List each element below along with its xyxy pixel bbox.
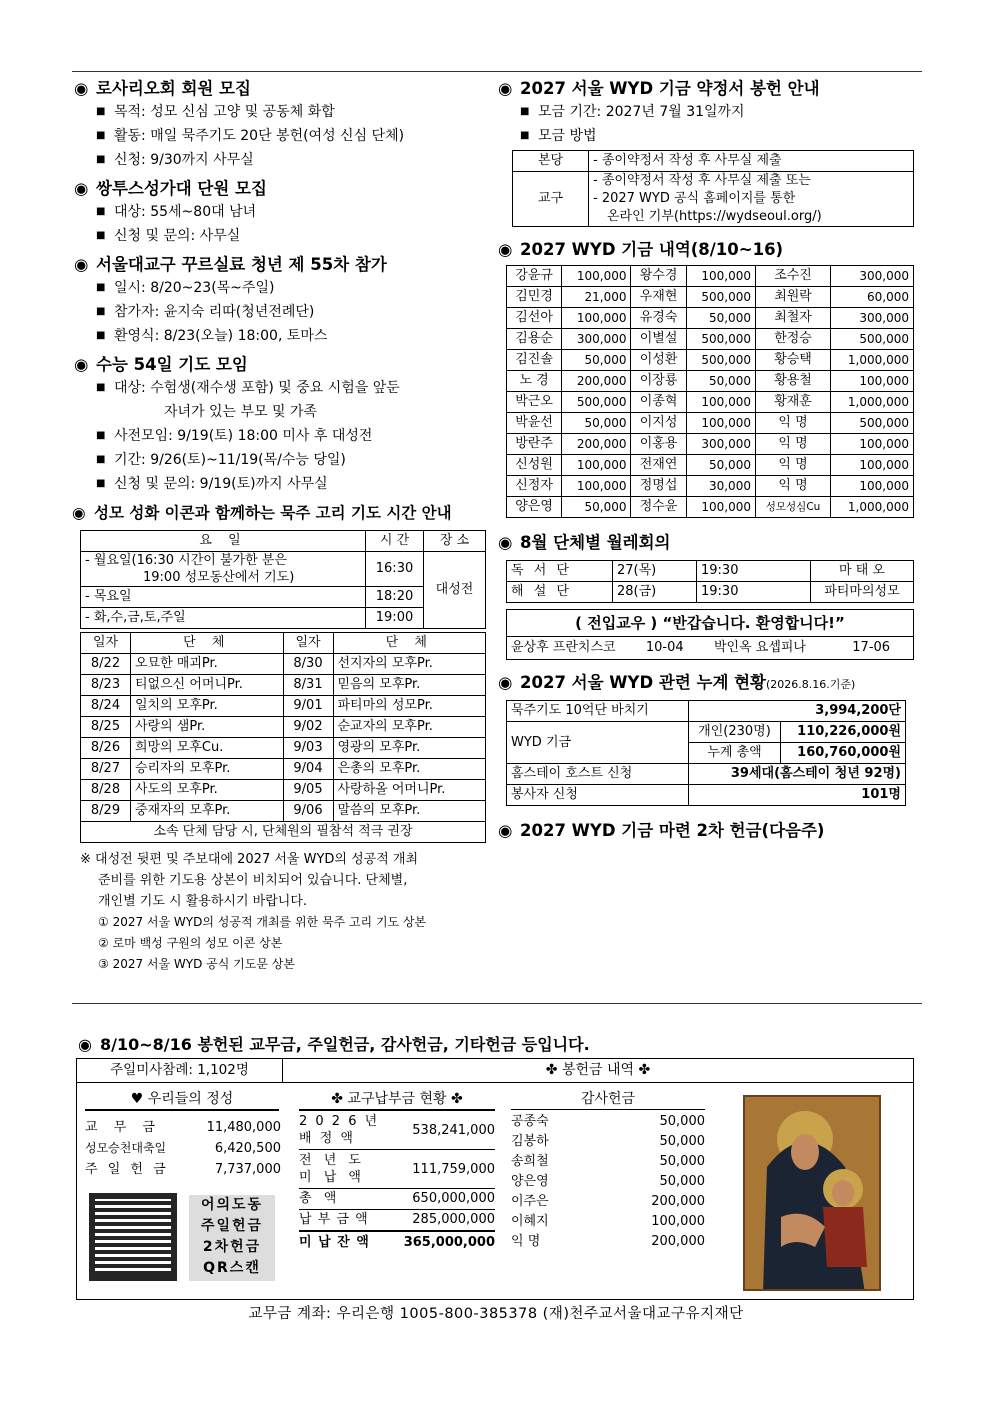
section-title: [74, 178, 494, 200]
table-cell: 9/03: [283, 738, 333, 759]
table-cell: 19:00 성모동산에서 기도): [143, 570, 295, 585]
table-cell: 티없으신 어머니Pr.: [131, 675, 284, 696]
table-cell: 21,000: [562, 287, 631, 308]
pledge-title: 2027 서울 WYD 기금 약정서 봉헌 안내: [520, 79, 820, 98]
exam-list: [96, 376, 494, 496]
table-cell: 8/27: [81, 759, 131, 780]
table-cell: 100,000: [562, 266, 631, 287]
table-cell: 이성환: [631, 350, 686, 371]
table-row: [507, 308, 914, 329]
donor-name: 김봉하: [511, 1134, 549, 1149]
table-cell: 익 명: [755, 434, 830, 455]
table-cell: 200,000: [562, 434, 631, 455]
donor-amount: 50,000: [659, 1134, 705, 1149]
table-cell: 8/28: [81, 780, 131, 801]
status-table: [506, 700, 906, 806]
table-row: [81, 696, 486, 717]
newcomer-district: 17-06: [852, 640, 891, 655]
dues-value: 538,241,000: [412, 1122, 495, 1138]
bullet-icon: ◉: [498, 673, 513, 692]
table-cell: 익 명: [755, 476, 830, 497]
table-cell: 조수진: [755, 266, 830, 287]
dues-value: 111,759,000: [412, 1161, 495, 1177]
list-item: ■ 참가자: 윤지숙 리따(청년전례단): [96, 300, 494, 324]
table-cell: 정수윤: [631, 497, 686, 518]
table-cell: 30,000: [686, 476, 755, 497]
table-cell: 160,760,000원: [781, 743, 906, 764]
table-cell: 200,000: [562, 371, 631, 392]
status-date: (2026.8.16.기준): [766, 678, 856, 691]
table-cell: 100,000: [686, 497, 755, 518]
table-cell: 1,000,000: [831, 497, 914, 518]
table-cell: 500,000: [686, 329, 755, 350]
welcome-title: ( 전입교우 ) “반갑습니다. 환영합니다!”: [507, 610, 914, 637]
cursillo-list: [96, 276, 494, 348]
table-row: [507, 476, 914, 497]
dues-value: 650,000,000: [412, 1191, 495, 1206]
table-header: 장 소: [424, 531, 486, 552]
diocese-title: ✤ 교구납부금 현황 ✤: [299, 1089, 495, 1111]
table-cell: - 목요일: [81, 587, 366, 608]
table-cell: 희망의 모후Cu.: [131, 738, 284, 759]
list-item: [511, 1152, 705, 1172]
table-row: [507, 266, 914, 287]
offering-title: [78, 1034, 590, 1056]
table-cell: 50,000: [562, 350, 631, 371]
notice-line: 개인별 기도 시 활용하시기 바랍니다.: [98, 894, 308, 909]
table-cell: - 2027 WYD 공식 홈페이지를 통한: [593, 191, 796, 206]
table-row: [507, 350, 914, 371]
table-cell: 방란주: [507, 434, 562, 455]
table-cell: 익 명: [755, 455, 830, 476]
section-title: [74, 78, 494, 100]
offering-value: 6,420,500: [214, 1141, 281, 1156]
newcomer-name: 박인옥 요셉피나: [713, 640, 806, 655]
table-cell: 50,000: [686, 455, 755, 476]
donor-name: 양은영: [511, 1174, 549, 1189]
table-row: [507, 287, 914, 308]
table-cell: 19:30: [697, 582, 811, 603]
table-cell: 마 태 오: [811, 561, 914, 582]
list-item: [511, 1192, 705, 1212]
our-devotion: [85, 1089, 291, 1276]
list-item: ■ 대상: 수험생(재수생 포함) 및 중요 시험을 앞둔: [96, 376, 494, 400]
table-cell: 누계 총액: [689, 743, 781, 764]
table-cell: 500,000: [686, 350, 755, 371]
thanksgiving: [511, 1089, 705, 1252]
table-cell: 1,000,000: [831, 350, 914, 371]
dues-label: 총 액: [299, 1191, 341, 1206]
notice-line: ① 2027 서울 WYD의 성공적 개최를 위한 묵주 고리 기도 상본: [98, 915, 427, 929]
table-cell: 18:20: [366, 587, 424, 608]
qr-caption-line: 주일헌금: [200, 1218, 264, 1234]
table-row: [507, 434, 914, 455]
table-cell: 황재훈: [755, 392, 830, 413]
table-cell: 최원락: [755, 287, 830, 308]
table-row: [81, 675, 486, 696]
table-cell: 500,000: [831, 329, 914, 350]
donor-amount: 100,000: [651, 1214, 705, 1229]
table-cell: 정명섭: [631, 476, 686, 497]
fund-title: 2027 WYD 기금 내역(8/10~16): [520, 240, 784, 259]
list-item: [511, 1132, 705, 1152]
table-cell: 100,000: [831, 455, 914, 476]
middle-rule: [72, 1003, 922, 1004]
table-header: 시 간: [366, 531, 424, 552]
dues-value: 365,000,000: [403, 1235, 495, 1250]
table-cell: 파티마의성모: [811, 582, 914, 603]
offering-label: 성모승천대축일: [85, 1141, 167, 1155]
table-cell: 1,000,000: [831, 392, 914, 413]
table-cell: 이지성: [631, 413, 686, 434]
table-cell: 500,000: [562, 392, 631, 413]
table-header: 단 체: [131, 633, 284, 654]
table-cell: 최철자: [755, 308, 830, 329]
offering-label: 교 무 금: [85, 1120, 161, 1135]
table-cell: 중재자의 모후Pr.: [131, 801, 284, 822]
table-cell: 110,226,000원: [781, 722, 906, 743]
right-column: [498, 78, 918, 842]
table-cell: 27(목): [613, 561, 697, 582]
bullet-icon: ◉: [74, 79, 89, 98]
madonna-icon-image: [743, 1095, 881, 1291]
table-cell: 500,000: [831, 413, 914, 434]
table-header: 일자: [283, 633, 333, 654]
qr-caption-line: 어의도동: [200, 1197, 264, 1213]
list-item: [511, 1232, 705, 1252]
table-cell: 한정승: [755, 329, 830, 350]
bullet-icon: ◉: [498, 533, 513, 552]
section-title: [498, 532, 918, 554]
table-cell: 50,000: [686, 371, 755, 392]
table-cell: 8/30: [283, 654, 333, 675]
choir-title: 쌍투스성가대 단원 모집: [96, 179, 267, 198]
table-cell: 8/22: [81, 654, 131, 675]
qr-caption-line: QR스캔: [203, 1260, 261, 1276]
table-cell: 100,000: [686, 266, 755, 287]
table-cell: 익 명: [755, 413, 830, 434]
table-cell: 믿음의 모후Pr.: [333, 675, 486, 696]
table-row: [507, 329, 914, 350]
table-cell: 100,000: [562, 455, 631, 476]
donor-amount: 50,000: [659, 1174, 705, 1189]
table-cell: 사랑하올 어머니Pr.: [333, 780, 486, 801]
table-cell: 온라인 기부(https://wydseoul.org/): [607, 209, 822, 224]
table-cell: 28(금): [613, 582, 697, 603]
table-cell: 일치의 모후Pr.: [131, 696, 284, 717]
section-title: [498, 239, 918, 261]
table-cell: 황용철: [755, 371, 830, 392]
dues-label: 2 0 2 6 년: [299, 1114, 380, 1129]
bullet-icon: ◉: [72, 504, 86, 522]
donor-name: 이주은: [511, 1194, 549, 1209]
diocese-dues: [299, 1089, 495, 1254]
rosary-list: [96, 100, 494, 172]
account-info: 교무금 계좌: 우리은행 1005-800-385378 (재)천주교서울대교구유지재단: [248, 1306, 744, 1322]
list-item: ■ 대상: 55세~80대 남녀: [96, 200, 494, 224]
bullet-icon: ◉: [74, 255, 89, 274]
section-title: [498, 78, 918, 100]
table-header: 요 일: [81, 531, 366, 552]
table-row: [507, 392, 914, 413]
list-item: [511, 1212, 705, 1232]
pledge-list: [520, 100, 918, 148]
table-cell: 대성전: [424, 552, 486, 629]
meeting-title: 8월 단체별 월레회의: [520, 533, 671, 552]
donor-amount: 200,000: [651, 1234, 705, 1249]
group-schedule-table: [80, 632, 486, 843]
list-item: ■ 사전모임: 9/19(토) 18:00 미사 후 대성전: [96, 424, 494, 448]
table-cell: 101명: [689, 785, 906, 806]
table-cell: 김민경: [507, 287, 562, 308]
table-cell: 이종혁: [631, 392, 686, 413]
table-cell: 500,000: [686, 287, 755, 308]
table-header: 일자: [81, 633, 131, 654]
table-cell: 교구: [513, 172, 589, 227]
table-cell: 황승택: [755, 350, 830, 371]
dues-label: 납 부 금 액: [299, 1212, 369, 1227]
list-item: ■ 모금 방법: [520, 124, 918, 148]
table-cell: 60,000: [831, 287, 914, 308]
left-column: [74, 78, 494, 975]
table-cell: 100,000: [831, 476, 914, 497]
table-footer: 소속 단체 담당 시, 단체원의 필참석 적극 권장: [81, 822, 486, 843]
table-cell: 300,000: [831, 308, 914, 329]
table-cell: 9/02: [283, 717, 333, 738]
table-cell: 홈스테이 호스트 신청: [507, 764, 689, 785]
list-item: ■ 신청: 9/30까지 사무실: [96, 148, 494, 172]
table-cell: WYD 기금: [507, 722, 689, 764]
dues-label: 미 납 잔 액: [299, 1235, 370, 1250]
table-cell: 8/24: [81, 696, 131, 717]
table-cell: 3,994,200단: [689, 701, 906, 722]
table-cell: 유경숙: [631, 308, 686, 329]
table-cell: 8/29: [81, 801, 131, 822]
table-row: [81, 717, 486, 738]
list-item: [511, 1172, 705, 1192]
table-cell: 박윤선: [507, 413, 562, 434]
table-cell: 39세대(홈스테이 청년 92명): [689, 764, 906, 785]
table-row: [507, 413, 914, 434]
list-item: [511, 1112, 705, 1132]
table-cell: 영광의 모후Pr.: [333, 738, 486, 759]
table-cell: 선지자의 모후Pr.: [333, 654, 486, 675]
offering-value: 7,737,000: [214, 1162, 281, 1177]
list-item: ■ 일시: 8/20~23(목~주일): [96, 276, 494, 300]
table-cell: 순교자의 모후Pr.: [333, 717, 486, 738]
newcomer-name: 윤상후 프란치스코: [511, 640, 616, 655]
table-cell: 300,000: [562, 329, 631, 350]
notice-line: ※ 대성전 뒷편 및 주보대에 2027 서울 WYD의 성공적 개최: [80, 852, 419, 867]
table-cell: 9/06: [283, 801, 333, 822]
prayer-time-table: [80, 530, 486, 629]
donor-name: 공종숙: [511, 1114, 549, 1129]
table-row: [507, 455, 914, 476]
welcome-table: [506, 609, 914, 660]
table-cell: 19:00: [366, 608, 424, 629]
table-cell: 박근오: [507, 392, 562, 413]
table-cell: 50,000: [562, 497, 631, 518]
table-row: [81, 759, 486, 780]
rosary-title: 로사리오회 회원 모집: [96, 79, 251, 98]
bullet-icon: ◉: [498, 821, 513, 840]
cursillo-title: 서울대교구 꾸르실료 청년 제 55차 참가: [96, 255, 387, 274]
section-title: [72, 502, 494, 524]
table-cell: 이별설: [631, 329, 686, 350]
list-item: ■ 신청 및 문의: 사무실: [96, 224, 494, 248]
table-cell: 봉사자 신청: [507, 785, 689, 806]
table-cell: 8/31: [283, 675, 333, 696]
section-title: [74, 254, 494, 276]
list-item: ■ 목적: 성모 신심 고양 및 공동체 화합: [96, 100, 494, 124]
list-item: ■ 신청 및 문의: 9/19(토)까지 사무실: [96, 472, 494, 496]
qr-code[interactable]: [89, 1193, 177, 1281]
table-cell: 왕수경: [631, 266, 686, 287]
dues-label: 전 년 도: [299, 1153, 365, 1168]
offering-label: 주 일 헌 금: [85, 1162, 169, 1177]
table-cell: 16:30: [366, 552, 424, 587]
table-row: [81, 801, 486, 822]
table-cell: 전재연: [631, 455, 686, 476]
table-cell: 100,000: [831, 371, 914, 392]
pledge-table: [512, 150, 914, 227]
donor-amount: 200,000: [651, 1194, 705, 1209]
table-cell: 사도의 모후Pr.: [131, 780, 284, 801]
bullet-icon: ◉: [74, 355, 89, 374]
bullet-icon: ◉: [498, 240, 513, 259]
dues-value: 285,000,000: [412, 1212, 495, 1227]
table-cell: 노 경: [507, 371, 562, 392]
offering-value: 11,480,000: [206, 1120, 281, 1135]
table-cell: 개인(230명): [689, 722, 781, 743]
table-cell: 말씀의 모후Pr.: [333, 801, 486, 822]
dues-label: 미 납 액: [299, 1170, 365, 1185]
table-cell: 9/05: [283, 780, 333, 801]
donor-amount: 50,000: [659, 1114, 705, 1129]
table-row: [81, 654, 486, 675]
table-row: [507, 371, 914, 392]
list-item: ■ 모금 기간: 2027년 7월 31일까지: [520, 100, 918, 124]
section-title: [498, 820, 918, 842]
table-cell: 100,000: [686, 392, 755, 413]
table-cell: 은총의 모후Pr.: [333, 759, 486, 780]
table-cell: 사랑의 샘Pr.: [131, 717, 284, 738]
table-cell: 양은영: [507, 497, 562, 518]
newcomer-district: 10-04: [645, 640, 684, 655]
collect-title: 2027 WYD 기금 마련 2차 헌금(다음주): [520, 821, 825, 840]
table-cell: - 종이약정서 작성 후 사무실 제출: [589, 151, 914, 172]
table-cell: 9/04: [283, 759, 333, 780]
donor-amount: 50,000: [659, 1154, 705, 1169]
donor-name: 익 명: [511, 1234, 541, 1249]
table-row: [81, 738, 486, 759]
notice-line: 준비를 위한 기도용 상본이 비치되어 있습니다. 단체별,: [98, 873, 408, 888]
choir-list: [96, 200, 494, 248]
list-item: ■ 기간: 9/26(토)~11/19(목/수능 당일): [96, 448, 494, 472]
attendance: 주일미사참례: 1,102명: [77, 1059, 283, 1083]
offering-title-text: 8/10~8/16 봉헌된 교무금, 주일헌금, 감사헌금, 기타헌금 등입니다.: [100, 1035, 590, 1054]
list-item: ■ 활동: 매일 묵주기도 20단 봉헌(여성 신심 단체): [96, 124, 494, 148]
dues-label: 배 정 액: [299, 1131, 355, 1146]
table-cell: 이홍용: [631, 434, 686, 455]
notice-block: [80, 849, 494, 975]
list-item: 자녀가 있는 부모 및 가족: [164, 404, 318, 420]
list-item: ■ 환영식: 8/23(오늘) 18:00, 토마스: [96, 324, 494, 348]
table-cell: 신정자: [507, 476, 562, 497]
table-cell: 100,000: [686, 413, 755, 434]
bullet-icon: ◉: [498, 79, 513, 98]
table-cell: 우재현: [631, 287, 686, 308]
table-cell: 신성원: [507, 455, 562, 476]
table-cell: 300,000: [686, 434, 755, 455]
table-cell: 100,000: [831, 434, 914, 455]
table-cell: - 화,수,금,토,주일: [81, 608, 366, 629]
bullet-icon: ◉: [78, 1035, 92, 1054]
table-cell: 독 서 단: [507, 561, 613, 582]
donor-name: 이혜지: [511, 1214, 549, 1229]
table-cell: 9/01: [283, 696, 333, 717]
table-cell: 김진솔: [507, 350, 562, 371]
table-cell: 8/25: [81, 717, 131, 738]
table-cell: - 월요일(16:30 시간이 불가한 분은: [85, 553, 287, 568]
table-cell: 100,000: [562, 476, 631, 497]
table-cell: 성모성심Cu: [755, 497, 830, 518]
table-cell: 8/26: [81, 738, 131, 759]
donor-name: 송희철: [511, 1154, 549, 1169]
icon-prayer-title: 성모 성화 이콘과 함께하는 묵주 고리 기도 시간 안내: [94, 504, 452, 522]
table-cell: 이장룡: [631, 371, 686, 392]
status-title: 2027 서울 WYD 관련 누계 현황: [520, 673, 767, 692]
table-row: [507, 497, 914, 518]
table-cell: 김선아: [507, 308, 562, 329]
table-cell: 8/23: [81, 675, 131, 696]
meeting-table: [506, 560, 914, 603]
table-cell: 묵주기도 10억단 바치기: [507, 701, 689, 722]
thanks-title: 감사헌금: [511, 1089, 705, 1110]
table-cell: 김용순: [507, 329, 562, 350]
table-cell: 19:30: [697, 561, 811, 582]
table-header: 단 체: [333, 633, 486, 654]
table-cell: 해 설 단: [507, 582, 613, 603]
table-cell: 강윤규: [507, 266, 562, 287]
bullet-icon: ◉: [74, 179, 89, 198]
table-cell: 50,000: [562, 413, 631, 434]
section-title: [74, 354, 494, 376]
notice-line: ② 로마 백성 구원의 성모 이콘 상본: [98, 936, 283, 950]
top-rule: [72, 71, 922, 72]
exam-title: 수능 54일 기도 모임: [96, 355, 248, 374]
table-cell: 본당: [513, 151, 589, 172]
table-cell: 오묘한 매괴Pr.: [131, 654, 284, 675]
qr-caption: [189, 1195, 275, 1281]
offering-header: ✤ 봉헌금 내역 ✤: [283, 1059, 913, 1083]
offering-box: [76, 1058, 914, 1300]
notice-line: ③ 2027 서울 WYD 공식 기도문 상본: [98, 957, 295, 971]
table-cell: 300,000: [831, 266, 914, 287]
section-title: [498, 672, 918, 696]
table-row: [81, 780, 486, 801]
table-cell: 승리자의 모후Pr.: [131, 759, 284, 780]
table-cell: 파티마의 성모Pr.: [333, 696, 486, 717]
fund-table: [506, 265, 914, 518]
qr-caption-line: 2차헌금: [202, 1239, 262, 1255]
table-cell: 100,000: [562, 308, 631, 329]
table-cell: 50,000: [686, 308, 755, 329]
table-cell: - 종이약정서 작성 후 사무실 제출 또는: [593, 173, 811, 188]
devotion-title: ♥ 우리들의 정성: [85, 1089, 279, 1111]
